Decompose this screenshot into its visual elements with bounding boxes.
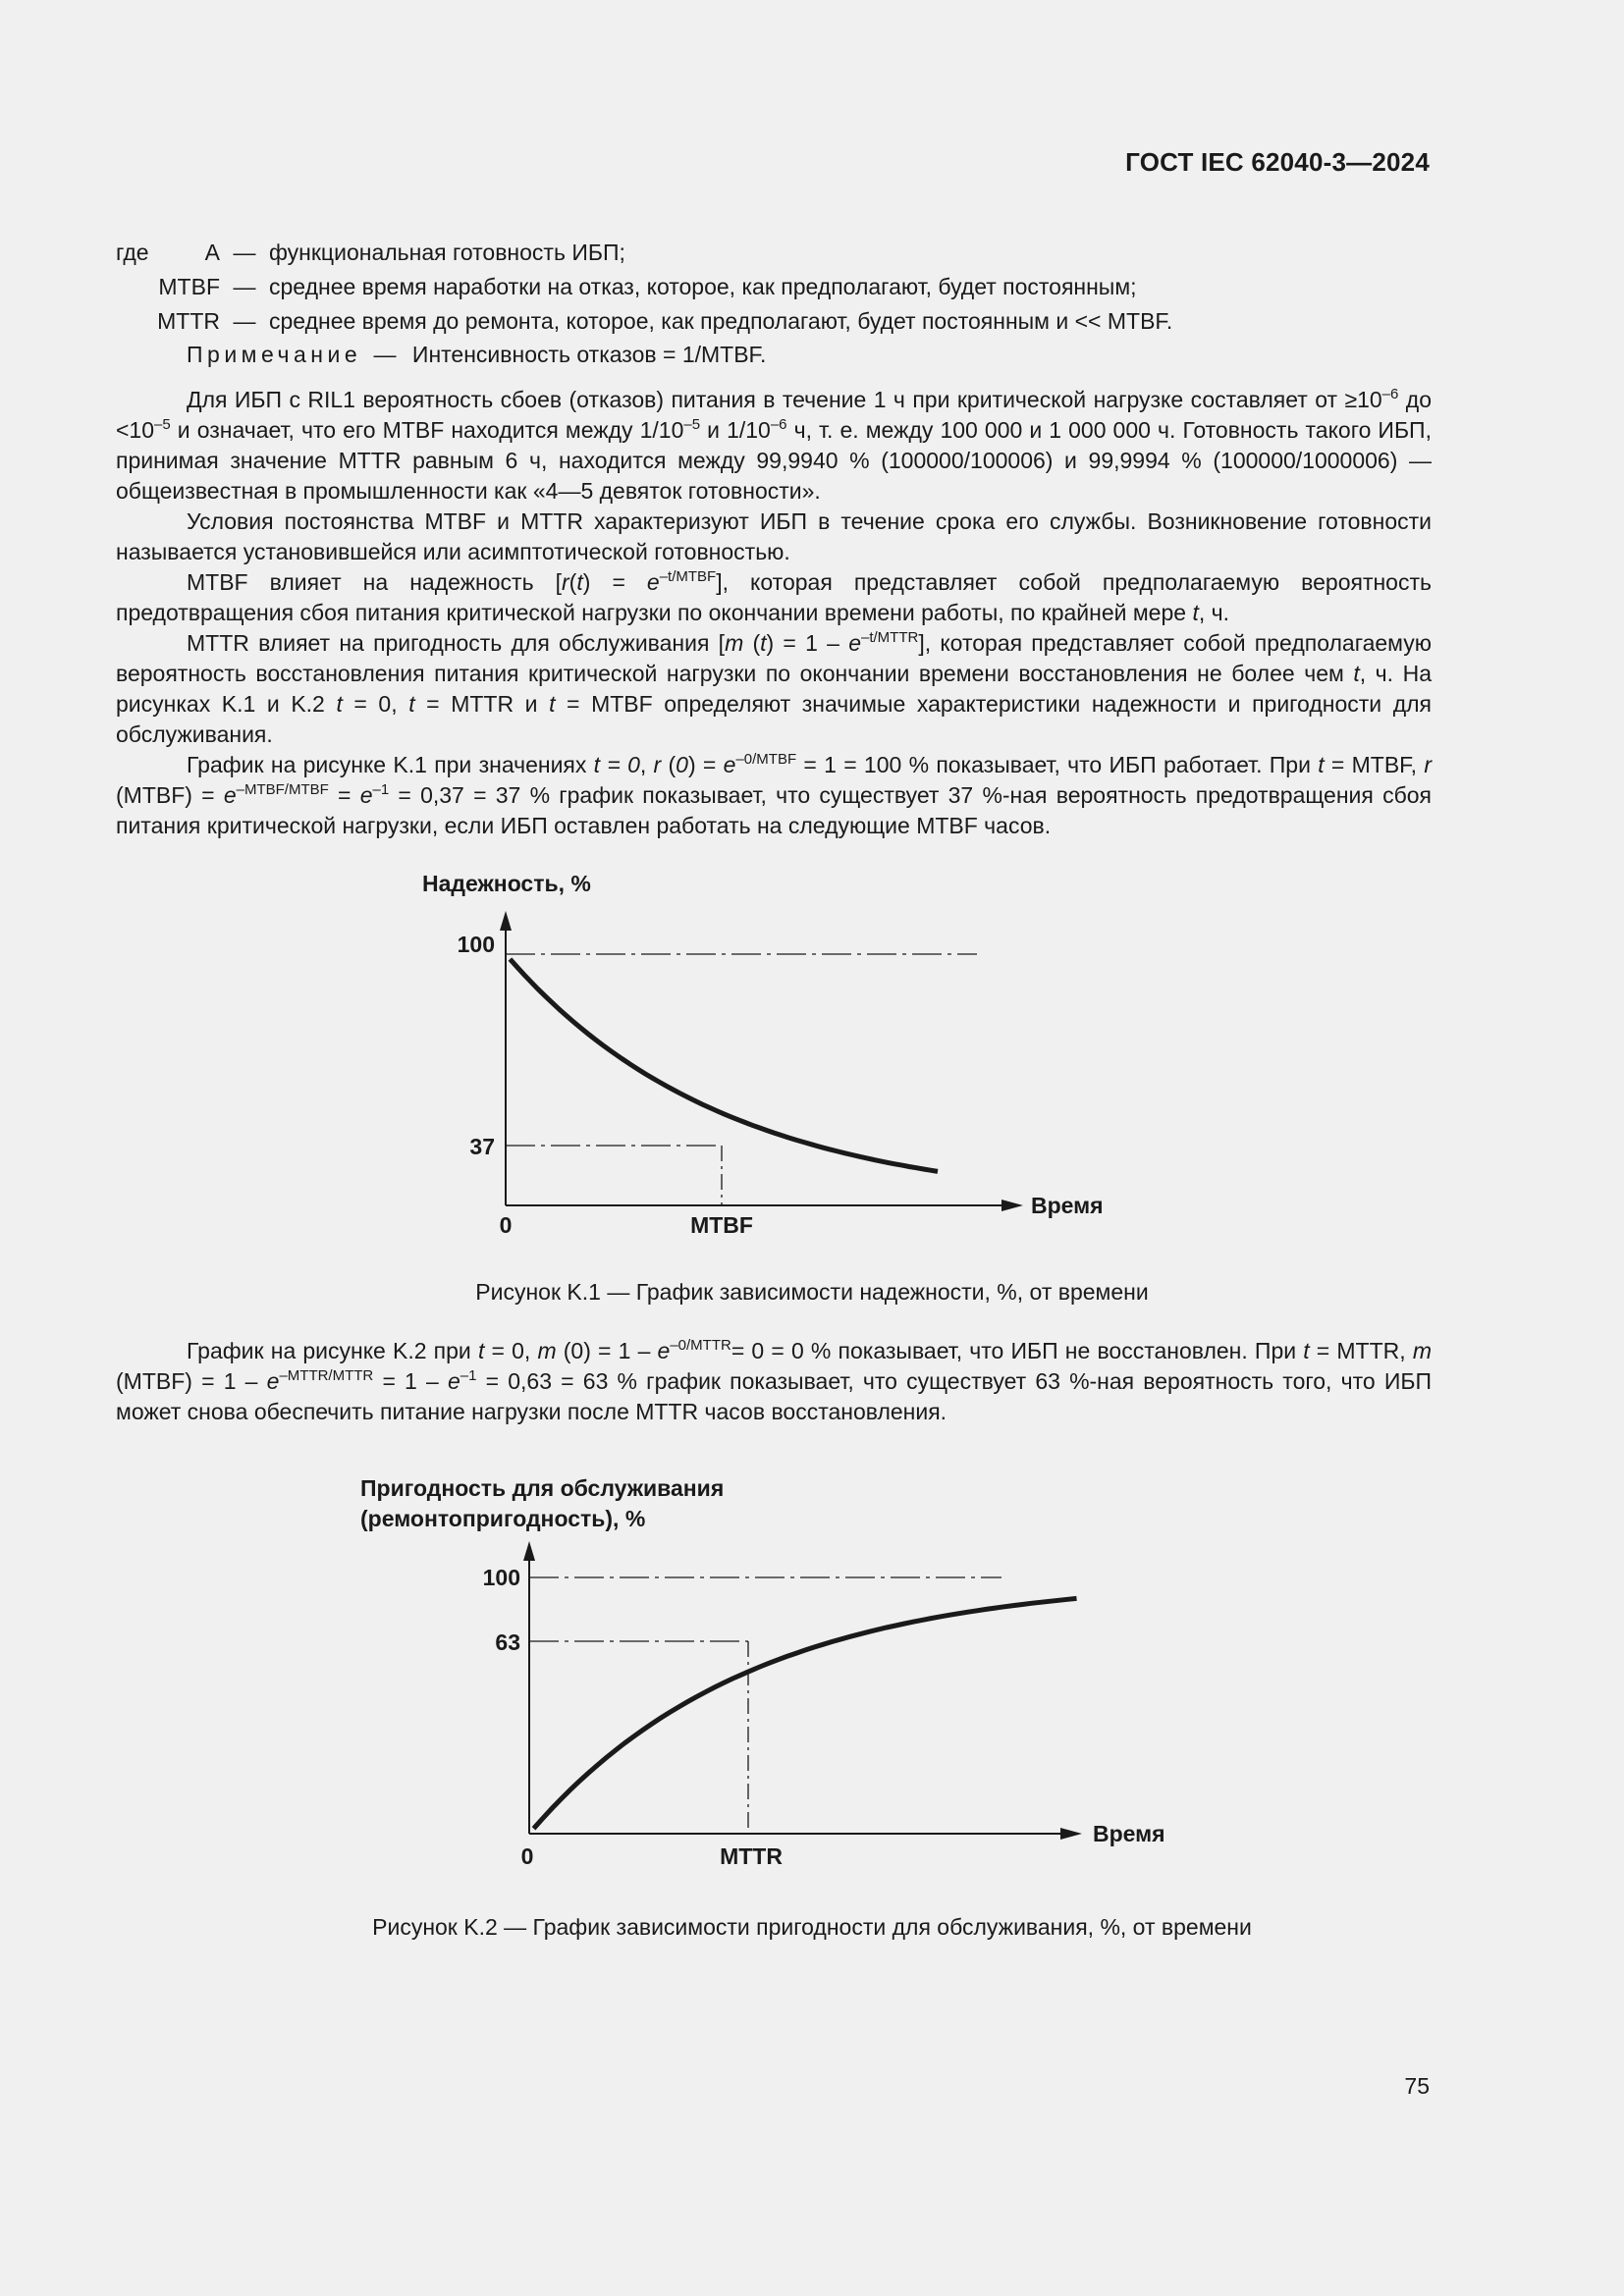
fig2-xtick-mttr: MTTR <box>720 1843 783 1869</box>
note-dash: — <box>373 342 397 367</box>
definition-prefix: где <box>116 240 149 265</box>
fig1-xlabel: Время <box>1031 1193 1104 1218</box>
definition-dash: — <box>233 240 256 265</box>
paragraph-ril1: Для ИБП с RIL1 вероятность сбоев (отказов) питания в течение 1 ч при критической нагрузке составляет от $\ge 10^{-6}$ до $<10^{-5}$ и означает, что его MTBF находится между $1/10^{-5}$ и $1/10^{-6}$ ч, т. е. между 100 000 и 1 000 000 ч. Готовность такого ИБП, принимая значение MTTR равным 6 ч, находится между 99,9940 % (100000/100006) и 99,9994 % (100000/1000006) — общеизвестная в промышленности как «4—5 девяток готовности». <box>116 386 1432 504</box>
fig1-reliability-curve <box>510 959 938 1171</box>
definition-text: среднее время наработки на отказ, которое, как предполагают, будет постоянным; <box>269 274 1137 299</box>
figure-k2-maintainability-chart <box>0 1463 1624 1875</box>
body-text-lower <box>116 1336 1432 1427</box>
paragraph-reliability: MTBF влияет на надежность $[r(t) = e^{-t/MTBF}]$, которая представляет собой предполагаемую вероятность предотвращения сбоя питания критической нагрузки по окончании времени работы, по крайней мере t, ч. <box>116 568 1432 625</box>
definition-text: среднее время до ремонта, которое, как предполагают, будет постоянным и << MTBF. <box>269 308 1173 334</box>
document-code: ГОСТ IEC 62040-3—2024 <box>1125 147 1430 177</box>
fig2-ylabel-line2: (ремонтопригодность), % <box>360 1506 646 1531</box>
fig2-ytick-100: 100 <box>482 1565 520 1590</box>
figure-k1-reliability-chart <box>0 854 1624 1266</box>
figure-k1-caption: Рисунок K.1 — График зависимости надежности, %, от времени <box>475 1279 1149 1305</box>
definitions-list <box>116 236 1432 339</box>
definition-dash: — <box>233 308 256 334</box>
fig1-ytick-37: 37 <box>469 1134 495 1159</box>
fig2-y-arrow <box>523 1541 535 1561</box>
definition-term: MTBF <box>158 274 220 299</box>
note <box>187 342 766 368</box>
definition-term: A <box>204 240 220 265</box>
paragraph-constancy: Условия постоянства MTBF и MTTR характеризуют ИБП в течение срока его службы. Возникновение готовности называется установившейся или асимптотической готовностью. <box>116 508 1432 564</box>
fig2-maintainability-curve <box>534 1598 1077 1828</box>
paragraph-figure2-explanation: График на рисунке K.2 при t = 0, m $(0) = 1 - e^{-0/MTTR}= 0 = 0$ % показывает, что ИБП не восстановлен. При t = MTTR, m (MTBF) = $1 - e^{-MTTR/MTTR} = 1 - e^{-1} = 0,63 = 63$ % график показывает, что существует 63 %-ная вероятность того, что ИБП может снова обеспечить питание нагрузки после MTTR часов восстановления. <box>116 1337 1432 1424</box>
note-text: Интенсивность отказов = 1/MTBF. <box>411 342 767 367</box>
fig2-xlabel: Время <box>1093 1821 1165 1846</box>
paragraph-maintainability: MTTR влияет на пригодность для обслуживания [m $(t) = 1 - e^{-t/MTTR}$], которая представляет собой предполагаемую вероятность восстановления питания критической нагрузки по окончании времени восстановления не более чем t, ч. На рисунках K.1 и K.2 t = 0, t = MTTR и t = MTBF определяют значимые характеристики надежности и пригодности для обслуживания. <box>116 629 1433 747</box>
definition-mtbf <box>116 270 1432 304</box>
fig1-x-arrow <box>1001 1200 1023 1211</box>
fig2-xtick-0: 0 <box>520 1843 534 1869</box>
definition-a <box>116 236 1432 270</box>
fig1-ytick-100: 100 <box>457 932 495 957</box>
definition-term: MTTR <box>157 308 220 334</box>
fig1-xtick-mtbf: MTBF <box>690 1212 753 1238</box>
fig1-xtick-0: 0 <box>499 1212 513 1238</box>
note-label: Примечание <box>187 342 362 367</box>
fig2-ylabel-line1: Пригодность для обслуживания <box>360 1475 725 1501</box>
paragraph-figure1-explanation: График на рисунке K.1 при значениях t = 0, r $(0) = e^{-0/MTBF} = 1 = 100$ % показывает, что ИБП работает. При t = MTBF, r (MTBF) = $e^{-MTBF/MTBF} = e^{-1} = 0,37 = 37$ % график показывает, что существует 37 %-ная вероятность предотвращения сбоя питания критической нагрузки, если ИБП оставлен работать на следующие MTBF часов. <box>116 751 1433 838</box>
fig2-ytick-63: 63 <box>495 1629 520 1655</box>
definition-mttr <box>116 304 1432 339</box>
figure-k2-caption: Рисунок K.2 — График зависимости пригодности для обслуживания, %, от времени <box>372 1914 1252 1940</box>
definition-text: функциональная готовность ИБП; <box>269 240 625 265</box>
fig2-x-arrow <box>1060 1828 1082 1840</box>
body-text-upper <box>116 385 1432 841</box>
fig1-y-arrow <box>500 911 512 931</box>
page-number: 75 <box>1404 2073 1430 2099</box>
definition-dash: — <box>233 274 256 299</box>
fig1-ylabel: Надежность, % <box>422 871 591 896</box>
